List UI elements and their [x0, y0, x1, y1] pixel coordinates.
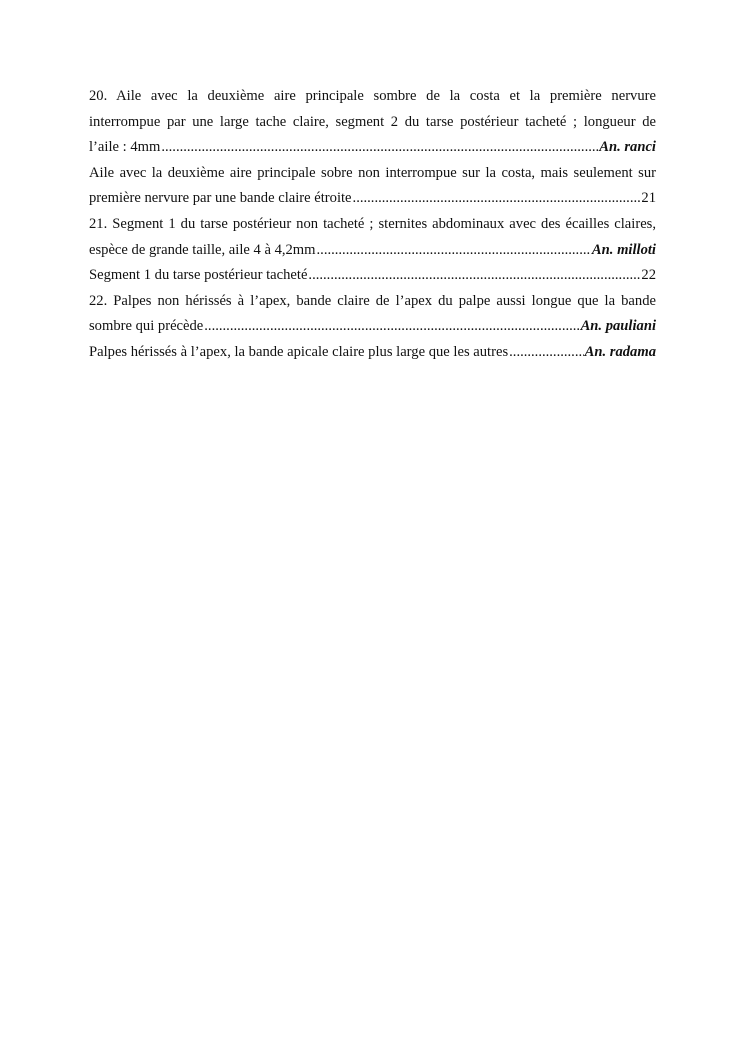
key-line-20b	[89, 110, 656, 136]
key-line-21b	[89, 238, 656, 264]
key-text: 21. Segment 1 du tarse postérieur non tacheté ; sternites abdominaux avec des écailles claires,	[89, 215, 656, 232]
key-text: sombre qui précède	[89, 318, 204, 335]
dot-leader	[161, 135, 598, 161]
key-text: espèce de grande taille, aile 4 à 4,2mm	[89, 241, 316, 258]
key-text: interrompue par une large tache claire, segment 2 du tarse postérieur tacheté ; longueur de	[89, 113, 656, 130]
dot-leader	[204, 314, 579, 340]
document-page	[89, 84, 656, 366]
couplet-ref: 22	[641, 267, 656, 284]
couplet-ref: 21	[641, 190, 656, 207]
taxon-name: An. ranci	[599, 139, 656, 156]
key-line-20a	[89, 84, 656, 110]
key-line-22b	[89, 314, 656, 340]
key-text: première nervure par une bande claire étroite	[89, 190, 352, 207]
key-line-20c	[89, 135, 656, 161]
taxon-name: An. radama	[584, 343, 656, 360]
dot-leader	[353, 186, 641, 212]
dot-leader	[308, 263, 640, 289]
key-text: Palpes hérissés à l’apex, la bande apicale claire plus large que les autres	[89, 343, 509, 360]
dot-leader	[509, 340, 583, 366]
key-line-20d	[89, 161, 656, 187]
key-text: l’aile : 4mm	[89, 139, 161, 156]
taxon-name: An. milloti	[591, 241, 656, 258]
key-line-22a	[89, 289, 656, 315]
key-text: Segment 1 du tarse postérieur tacheté	[89, 267, 308, 284]
taxon-name: An. pauliani	[580, 318, 656, 335]
key-line-21c	[89, 263, 656, 289]
key-text: 20. Aile avec la deuxième aire principale sombre de la costa et la première nervure	[89, 88, 656, 104]
key-text: Aile avec la deuxième aire principale sobre non interrompue sur la costa, mais seulement sur	[89, 164, 656, 181]
key-line-21a	[89, 212, 656, 238]
key-text: 22. Palpes non hérissés à l’apex, bande claire de l’apex du palpe aussi longue que la bande	[89, 292, 656, 309]
key-line-20e	[89, 186, 656, 212]
dot-leader	[317, 238, 591, 264]
key-line-22c	[89, 340, 656, 366]
